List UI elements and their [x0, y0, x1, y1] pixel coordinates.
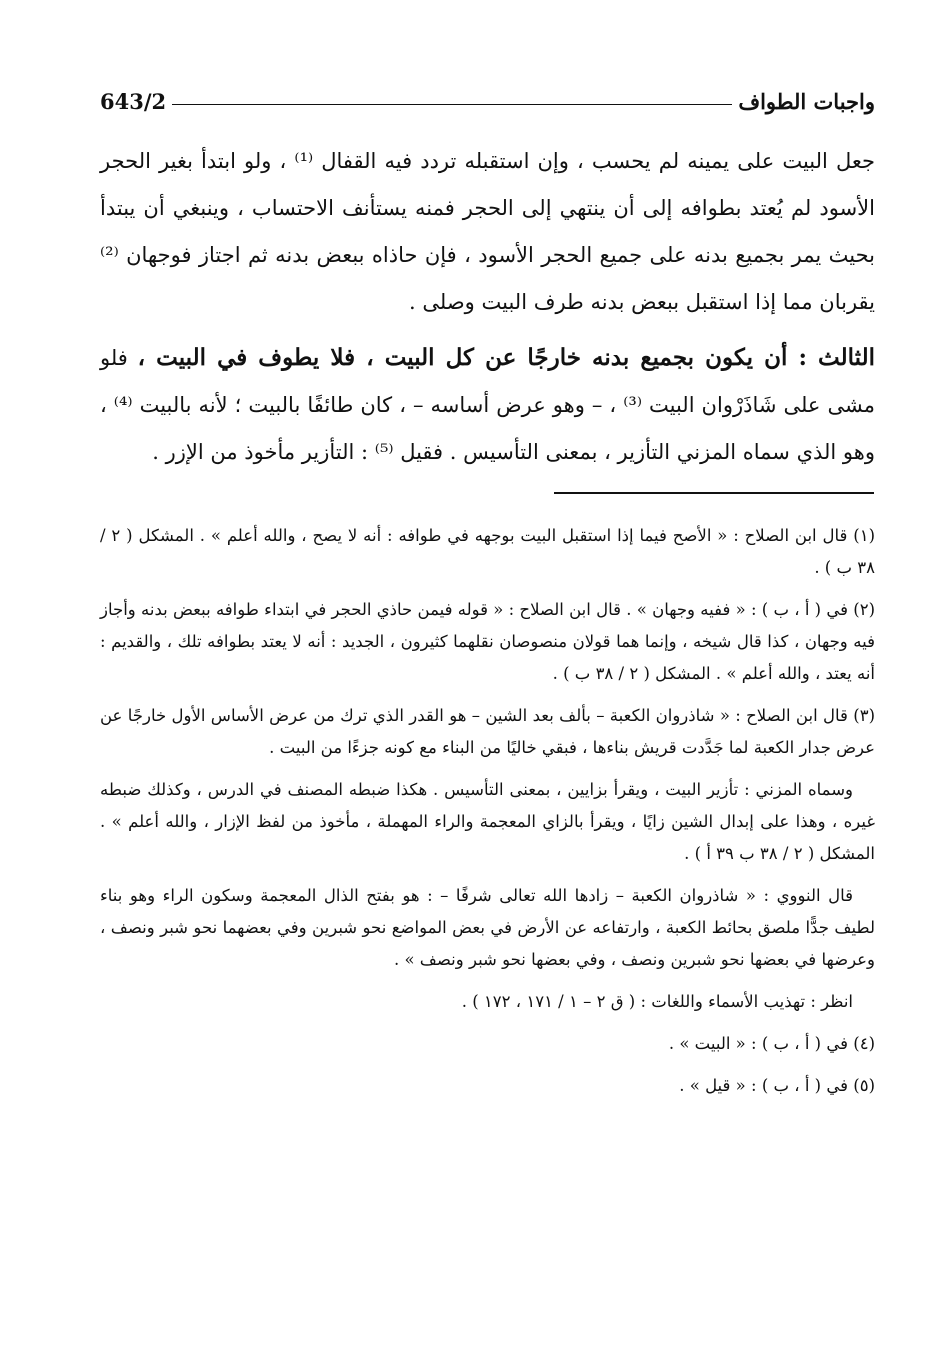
- page-number: 643/2: [100, 89, 167, 114]
- footnote-3-nawawi: قال النووي : « شاذروان الكعبة – زادها الله تعالى شرفًا – : هو بفتح الذال المعجمة وسكون الراء وهو بناء لطيف جدًّا ملصق بحائط الكعبة ، وارتفاعه عن الأرض في بعض المواضع نحو شبرين وفي بعضهما نحو شبر ونصف ، وعرضها في بعضها نحو شبرين ونصف ، وفي بعضها نحو شبر ونصف » .: [100, 886, 875, 969]
- main-paragraph-1: جعل البيت على يمينه لم يحسب ، وإن استقبله تردد فيه القفال ⁽¹⁾ ، ولو ابتدأ بغير الحجر الأسود لم يُعتد بطوافه إلى أن ينتهي إلى الحجر فمنه يستأنف الاحتساب ، وينبغي أن يبتدأ بحيث يمر بجميع بدنه على جميع الحجر الأسود ، فإن حاذاه ببعض بدنه ثم اجتاز فوجهان ⁽²⁾ يقربان مما إذا استقبل ببعض بدنه طرف البيت وصلى .: [100, 149, 876, 314]
- section-paragraph: [100, 334, 875, 476]
- footnotes: [100, 520, 875, 1112]
- footnote-separator: [554, 492, 874, 494]
- footnote-2: (٢) في ( أ ، ب ) : « ففيه وجهان » . قال ابن الصلاح : « قوله فيمن حاذي الحجر في ابتداء طوافه ببعض بدنه وأجاز فيه وجهان ، كذا قال شيخه ، وإنما هما قولان منصوصان نقلهما كثيرون ، الجديد : أنه لا يعتد بطوافه تلك ، والقديم : أنه يعتد ، والله أعلم » . المشكل ( ٢ / ٣٨ ب ) .: [100, 600, 875, 683]
- footnote-3-continued: وسماه المزني : تأزير البيت ، ويقرأ بزايين ، بمعنى التأسيس . هكذا ضبطه المصنف في الدرس ، وكذلك ضبطه غيره ، وهذا على إبدال الشين زايًا ، ويقرأ بالزاي المعجمة والراء المهملة ، مأخوذ من لفظ الإزار ، والله أعلم » . المشكل ( ٢ / ٣٨ ب ٣٩ أ ) .: [100, 780, 875, 863]
- footnote-3: (٣) قال ابن الصلاح : « شاذروان الكعبة – بألف بعد الشين – هو القدر الذي ترك من عرض الأساس الأول خارجًا عن عرض جدار الكعبة لما جَدَّدت قريش بناءها ، فبقي خاليًا من البناء مع كونه جزءًا من البيت .: [100, 706, 875, 757]
- running-title: واجبات الطواف: [738, 89, 875, 114]
- footnote-3-reference: انظر : تهذيب الأسماء واللغات : ( ق ٢ – ١ / ١٧١ ، ١٧٢ ) .: [461, 992, 853, 1011]
- footnote-5: (٥) في ( أ ، ب ) : « قيل » .: [679, 1076, 875, 1095]
- section-body: فلو مشى على شَاذَرْوان البيت ⁽³⁾ ، – وهو عرض أساسه – ، كان طائفًا بالبيت ؛ لأنه بالبيت ⁽⁴⁾ ، وهو الذي سماه المزني التأزير ، بمعنى التأسيس . فقيل ⁽⁵⁾ : التأزير مأخوذ من الإزر .: [100, 346, 875, 464]
- section-heading: الثالث : أن يكون بجميع بدنه خارجًا عن كل البيت ، فلا يطوف في البيت ،: [137, 344, 875, 371]
- footnote-1: (١) قال ابن الصلاح : « الأصح فيما إذا استقبل البيت بوجهه في طوافه : أنه لا يصح ، والله أعلم » . المشكل ( ٢ / ٣٨ ب ) .: [100, 526, 875, 577]
- main-text: [100, 138, 875, 476]
- page-header: [100, 80, 875, 114]
- footnote-4: (٤) في ( أ ، ب ) : « البيت » .: [668, 1034, 875, 1053]
- header-rule: [172, 104, 732, 105]
